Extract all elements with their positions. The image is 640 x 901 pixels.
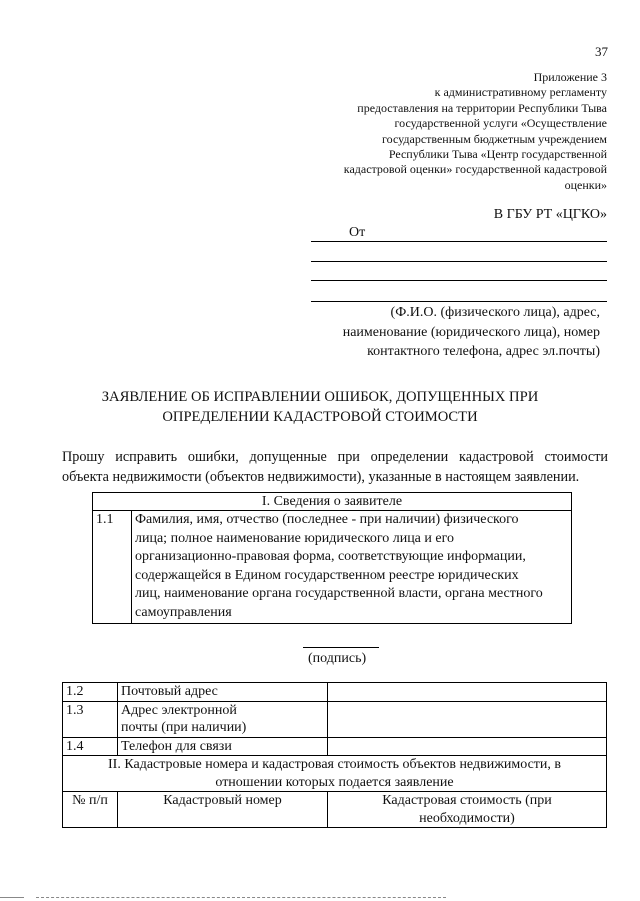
postal-address-label bbox=[118, 683, 328, 702]
row-number: 1.1 bbox=[93, 511, 132, 624]
intro-line: Прошу исправить ошибки, допущенные при определении кадастровой стоимости bbox=[62, 449, 608, 465]
row-number: 1.4 bbox=[63, 737, 118, 756]
document-title bbox=[0, 387, 640, 427]
applicant-name-field bbox=[132, 511, 572, 624]
field-line: лица; полное наименование юридического лица и его bbox=[135, 530, 454, 546]
field-line: лиц, наименование органа государственной власти, органа местного bbox=[135, 586, 543, 602]
intro-line: объекта недвижимости (объектов недвижимости), указанные в настоящем заявлении. bbox=[62, 469, 580, 485]
appendix-line: предоставления на территории Республики Тыва bbox=[357, 100, 607, 115]
from-label: От bbox=[349, 225, 366, 240]
field-line: содержащейся в Едином государственном реестре юридических bbox=[135, 567, 519, 583]
field-line: Фамилия, имя, отчество (последнее - при наличии) физического bbox=[135, 512, 519, 527]
scan-mark bbox=[36, 897, 446, 898]
header-line: II. Кадастровые номера и кадастровая стоимость объектов недвижимости, в bbox=[108, 757, 561, 772]
email-value bbox=[328, 701, 607, 737]
section2-header bbox=[63, 756, 607, 792]
from-caption bbox=[300, 303, 600, 362]
applicant-table bbox=[92, 492, 572, 624]
signature-line bbox=[303, 647, 379, 648]
appendix-line: кадастровой оценки» государственной кадастровой bbox=[343, 162, 607, 177]
from-caption-line: наименование (юридического лица), номер bbox=[342, 324, 600, 340]
section1-header: I. Сведения о заявителе bbox=[93, 493, 572, 511]
from-fill-line bbox=[311, 280, 607, 281]
appendix-line: оценки» bbox=[564, 177, 607, 192]
row-number: 1.3 bbox=[63, 701, 118, 737]
from-fill-line bbox=[311, 301, 607, 302]
from-caption-line: (Ф.И.О. (физического лица), адрес, bbox=[390, 305, 600, 320]
col-value-header bbox=[328, 792, 607, 828]
label-line: Телефон для связи bbox=[121, 738, 232, 754]
page-number: 37 bbox=[595, 44, 608, 59]
intro-paragraph bbox=[62, 447, 608, 487]
title-line: ОПРЕДЕЛЕНИИ КАДАСТРОВОЙ СТОИМОСТИ bbox=[162, 409, 478, 425]
contacts-cadastral-table bbox=[62, 682, 607, 828]
from-caption-line: контактного телефона, адрес эл.почты) bbox=[367, 344, 600, 359]
appendix-line: к административному регламенту bbox=[434, 85, 607, 100]
phone-label bbox=[118, 737, 328, 756]
appendix-line: Приложение 3 bbox=[533, 70, 607, 84]
from-fill-line bbox=[311, 261, 607, 262]
title-line: ЗАЯВЛЕНИЕ ОБ ИСПРАВЛЕНИИ ОШИБОК, ДОПУЩЕННЫХ ПРИ bbox=[101, 389, 539, 405]
postal-address-value bbox=[328, 683, 607, 702]
field-line: самоуправления bbox=[135, 604, 232, 620]
header-line: необходимости) bbox=[419, 810, 515, 826]
phone-value bbox=[328, 737, 607, 756]
appendix-block bbox=[287, 70, 607, 193]
appendix-line: государственным бюджетным учреждением bbox=[382, 131, 607, 146]
scan-mark bbox=[0, 897, 24, 898]
from-fill-line bbox=[311, 241, 607, 242]
row-number: 1.2 bbox=[63, 683, 118, 702]
col-number-header: № п/п bbox=[63, 792, 118, 828]
field-line: организационно-правовая форма, соответствующие информации, bbox=[135, 549, 526, 565]
addressee-to: В ГБУ РТ «ЦГКО» bbox=[493, 207, 607, 222]
appendix-line: государственной услуги «Осуществление bbox=[394, 116, 607, 131]
header-line: Кадастровая стоимость (при bbox=[382, 793, 552, 808]
appendix-line: Республики Тыва «Центр государственной bbox=[388, 147, 607, 162]
header-line: отношении которых подается заявление bbox=[215, 774, 454, 790]
email-label bbox=[118, 701, 328, 737]
label-line: Адрес электронной bbox=[121, 702, 237, 718]
signature-caption: (подпись) bbox=[308, 651, 367, 666]
col-cadastral-header: Кадастровый номер bbox=[118, 792, 328, 828]
label-line: почты (при наличии) bbox=[121, 720, 247, 735]
label-line: Почтовый адрес bbox=[121, 684, 218, 699]
scan-edge bbox=[0, 893, 640, 901]
